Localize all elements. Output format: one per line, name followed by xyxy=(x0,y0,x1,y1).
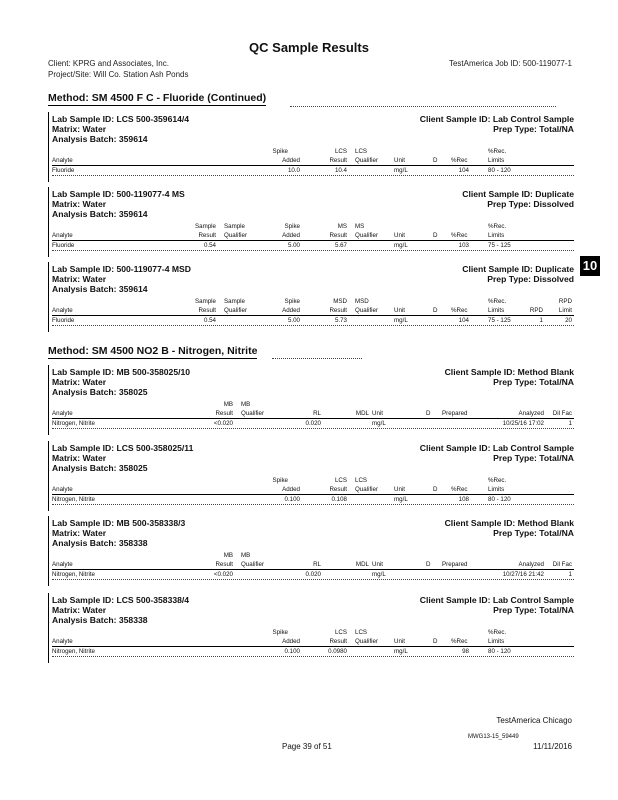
column-header: Prepared xyxy=(442,561,468,568)
result-cell: <0.020 xyxy=(213,571,233,578)
column-header: MB xyxy=(223,552,233,559)
column-header: RL xyxy=(313,410,321,417)
result-cell: 80 - 120 xyxy=(488,648,511,655)
result-cell: 5.73 xyxy=(334,317,347,324)
column-header: Unit xyxy=(372,410,384,417)
result-cell: 75 - 125 xyxy=(488,242,511,249)
column-header: Added xyxy=(282,638,300,645)
lab-sample-id: Lab Sample ID: 500-119077-4 MS xyxy=(52,189,185,199)
project-line: Project/Site: Will Co. Station Ash Ponds xyxy=(48,70,189,79)
column-header: Sample xyxy=(224,223,245,230)
column-header: MS xyxy=(337,223,347,230)
method-rule xyxy=(290,106,556,107)
column-header: Unit xyxy=(394,157,406,164)
prep-type: Prep Type: Dissolved xyxy=(487,274,574,284)
qc-sample-section xyxy=(48,516,574,588)
result-cell: 20 xyxy=(565,317,572,324)
client-sample-id: Client Sample ID: Method Blank xyxy=(444,367,574,377)
column-header: %Rec xyxy=(451,307,468,314)
row-rule xyxy=(52,325,574,326)
result-cell: mg/L xyxy=(372,420,386,427)
analysis-batch: Analysis Batch: 358338 xyxy=(52,538,148,548)
column-header: LCS xyxy=(355,148,368,155)
column-header: RL xyxy=(313,561,321,568)
row-rule xyxy=(52,175,574,176)
column-header: Result xyxy=(329,232,347,239)
column-header: %Rec. xyxy=(488,629,507,636)
result-cell: 1 xyxy=(539,317,543,324)
column-header: Limit xyxy=(558,307,572,314)
result-cell: mg/L xyxy=(372,571,386,578)
result-cell: 80 - 120 xyxy=(488,496,511,503)
matrix-label: Matrix: Water xyxy=(52,274,107,284)
column-header: Analyte xyxy=(52,307,73,314)
column-header: D xyxy=(433,157,438,164)
footer-lab: TestAmerica Chicago xyxy=(496,716,572,725)
result-cell: <0.020 xyxy=(213,420,233,427)
column-header: Analyte xyxy=(52,561,73,568)
result-cell: 0.0980 xyxy=(328,648,347,655)
column-header: Result xyxy=(329,157,347,164)
column-header: Sample xyxy=(195,298,216,305)
column-header: %Rec xyxy=(451,638,468,645)
result-cell: 0.020 xyxy=(305,420,321,427)
client-sample-id: Client Sample ID: Lab Control Sample xyxy=(419,443,574,453)
result-cell: 0.020 xyxy=(305,571,321,578)
header-rule xyxy=(52,240,574,241)
column-header: %Rec. xyxy=(488,223,507,230)
header-rule xyxy=(52,165,574,166)
section-border xyxy=(48,516,49,586)
qc-sample-section xyxy=(48,262,574,334)
qc-sample-section xyxy=(48,593,574,665)
lab-sample-id: Lab Sample ID: LCS 500-358025/11 xyxy=(52,443,194,453)
result-cell: Nitrogen, Nitrite xyxy=(52,420,95,427)
result-cell: mg/L xyxy=(394,648,408,655)
column-header: Unit xyxy=(394,232,406,239)
prep-type: Prep Type: Total/NA xyxy=(493,605,574,615)
result-cell: Fluoride xyxy=(52,242,75,249)
qc-sample-section xyxy=(48,441,574,513)
result-cell: 10/27/16 21:42 xyxy=(502,571,544,578)
column-header: %Rec. xyxy=(488,298,507,305)
row-rule xyxy=(52,579,574,580)
column-header: Spike xyxy=(284,223,300,230)
column-header: D xyxy=(426,410,431,417)
column-header: Analyzed xyxy=(518,410,544,417)
column-header: D xyxy=(433,486,438,493)
result-cell: 10/25/16 17:02 xyxy=(502,420,544,427)
result-cell: 10.0 xyxy=(287,167,300,174)
column-header: Added xyxy=(282,486,300,493)
result-cell: 0.54 xyxy=(203,242,216,249)
footer-stamp: MWG13-15_59449 xyxy=(468,734,519,740)
result-cell: Fluoride xyxy=(52,317,75,324)
analysis-batch: Analysis Batch: 359614 xyxy=(52,284,148,294)
prep-type: Prep Type: Dissolved xyxy=(487,199,574,209)
column-header: D xyxy=(433,232,438,239)
result-cell: 108 xyxy=(458,496,469,503)
client-sample-id: Client Sample ID: Method Blank xyxy=(444,518,574,528)
qc-sample-section xyxy=(48,365,574,437)
column-header: Spike xyxy=(272,477,288,484)
column-header: Result xyxy=(215,561,233,568)
result-cell: Fluoride xyxy=(52,167,75,174)
column-header: RPD xyxy=(558,298,572,305)
column-header: Result xyxy=(198,232,216,239)
header-rule xyxy=(52,646,574,647)
page-number: Page 39 of 51 xyxy=(282,742,332,751)
column-header: Qualifier xyxy=(224,307,248,314)
result-cell: 5.00 xyxy=(287,317,300,324)
result-cell: 104 xyxy=(458,167,469,174)
column-header: Result xyxy=(329,486,347,493)
column-header: MSD xyxy=(355,298,369,305)
section-border xyxy=(48,441,49,511)
matrix-label: Matrix: Water xyxy=(52,453,107,463)
column-header: Added xyxy=(282,307,300,314)
column-header: %Rec. xyxy=(488,148,507,155)
client-sample-id: Client Sample ID: Duplicate xyxy=(462,264,574,274)
method-heading-fluoride: Method: SM 4500 F C - Fluoride (Continued) xyxy=(48,92,267,104)
prep-type: Prep Type: Total/NA xyxy=(493,124,574,134)
column-header: LCS xyxy=(334,148,347,155)
column-header: Qualifier xyxy=(355,232,379,239)
column-header: D xyxy=(433,638,438,645)
section-border xyxy=(48,262,49,332)
lab-sample-id: Lab Sample ID: LCS 500-359614/4 xyxy=(52,114,190,124)
column-header: Analyte xyxy=(52,486,73,493)
result-cell: 1 xyxy=(568,571,572,578)
lab-sample-id: Lab Sample ID: 500-119077-4 MSD xyxy=(52,264,191,274)
page-title: QC Sample Results xyxy=(249,40,369,55)
column-header: Analyte xyxy=(52,410,73,417)
column-header: Sample xyxy=(224,298,245,305)
analysis-batch: Analysis Batch: 358025 xyxy=(52,463,148,473)
column-header: Sample xyxy=(195,223,216,230)
result-cell: 5.67 xyxy=(334,242,347,249)
column-header: MDL xyxy=(355,561,369,568)
row-rule xyxy=(52,428,574,429)
row-rule xyxy=(52,656,574,657)
column-header: Qualifier xyxy=(241,410,265,417)
column-header: LCS xyxy=(334,477,347,484)
column-header: Limits xyxy=(488,157,505,164)
client-line: Client: KPRG and Associates, Inc. xyxy=(48,59,169,68)
result-cell: Nitrogen, Nitrite xyxy=(52,571,95,578)
column-header: Dil Fac xyxy=(552,561,572,568)
prep-type: Prep Type: Total/NA xyxy=(493,377,574,387)
row-rule xyxy=(52,504,574,505)
column-header: Qualifier xyxy=(224,232,248,239)
column-header: %Rec xyxy=(451,486,468,493)
analysis-batch: Analysis Batch: 358338 xyxy=(52,615,148,625)
column-header: D xyxy=(426,561,431,568)
column-header: LCS xyxy=(355,477,368,484)
result-cell: mg/L xyxy=(394,167,408,174)
column-header: Unit xyxy=(372,561,384,568)
column-header: %Rec xyxy=(451,157,468,164)
result-cell: 103 xyxy=(458,242,469,249)
qc-sample-section xyxy=(48,112,574,184)
matrix-label: Matrix: Water xyxy=(52,605,107,615)
header-rule xyxy=(52,569,574,570)
column-header: Result xyxy=(329,638,347,645)
column-header: Analyte xyxy=(52,232,73,239)
column-header: Limits xyxy=(488,307,505,314)
column-header: MS xyxy=(355,223,365,230)
result-cell: 75 - 125 xyxy=(488,317,511,324)
result-cell: 1 xyxy=(568,420,572,427)
column-header: Limits xyxy=(488,232,505,239)
client-sample-id: Client Sample ID: Duplicate xyxy=(462,189,574,199)
footer-date: 11/11/2016 xyxy=(533,742,572,751)
column-header: Limits xyxy=(488,486,505,493)
client-sample-id: Client Sample ID: Lab Control Sample xyxy=(419,595,574,605)
section-border xyxy=(48,187,49,257)
result-cell: Nitrogen, Nitrite xyxy=(52,648,95,655)
result-cell: 0.54 xyxy=(203,317,216,324)
result-cell: Nitrogen, Nitrite xyxy=(52,496,95,503)
analysis-batch: Analysis Batch: 359614 xyxy=(52,209,148,219)
job-id: TestAmerica Job ID: 500-119077-1 xyxy=(448,59,572,68)
result-cell: 0.108 xyxy=(331,496,347,503)
column-header: Limits xyxy=(488,638,505,645)
column-header: Analyte xyxy=(52,157,73,164)
column-header: Unit xyxy=(394,638,406,645)
section-border xyxy=(48,112,49,182)
result-cell: 98 xyxy=(462,648,469,655)
lab-sample-id: Lab Sample ID: LCS 500-358338/4 xyxy=(52,595,190,605)
result-cell: 10.4 xyxy=(334,167,347,174)
column-header: Qualifier xyxy=(355,157,379,164)
result-cell: mg/L xyxy=(394,496,408,503)
column-header: Qualifier xyxy=(241,561,265,568)
column-header: Analyzed xyxy=(518,561,544,568)
result-cell: 5.00 xyxy=(287,242,300,249)
column-header: Added xyxy=(282,232,300,239)
matrix-label: Matrix: Water xyxy=(52,528,107,538)
result-cell: mg/L xyxy=(394,242,408,249)
analysis-batch: Analysis Batch: 359614 xyxy=(52,134,148,144)
column-header: LCS xyxy=(355,629,368,636)
result-cell: mg/L xyxy=(394,317,408,324)
column-header: Result xyxy=(198,307,216,314)
matrix-label: Matrix: Water xyxy=(52,124,107,134)
header-rule xyxy=(52,494,574,495)
column-header: Spike xyxy=(272,148,288,155)
column-header: Spike xyxy=(272,629,288,636)
section-border xyxy=(48,365,49,435)
column-header: Unit xyxy=(394,307,406,314)
column-header: MSD xyxy=(333,298,347,305)
matrix-label: Matrix: Water xyxy=(52,199,107,209)
result-cell: 80 - 120 xyxy=(488,167,511,174)
column-header: Result xyxy=(329,307,347,314)
matrix-label: Matrix: Water xyxy=(52,377,107,387)
header-rule xyxy=(52,315,574,316)
prep-type: Prep Type: Total/NA xyxy=(493,453,574,463)
column-header: Qualifier xyxy=(355,486,379,493)
result-cell: 104 xyxy=(458,317,469,324)
column-header: Added xyxy=(282,157,300,164)
column-header: Qualifier xyxy=(355,307,379,314)
qc-sample-section xyxy=(48,187,574,259)
row-rule xyxy=(52,250,574,251)
lab-sample-id: Lab Sample ID: MB 500-358338/3 xyxy=(52,518,186,528)
column-header: MDL xyxy=(355,410,369,417)
column-header: Result xyxy=(215,410,233,417)
column-header: Qualifier xyxy=(355,638,379,645)
lab-sample-id: Lab Sample ID: MB 500-358025/10 xyxy=(52,367,191,377)
method-heading-nitrite: Method: SM 4500 NO2 B - Nitrogen, Nitrite xyxy=(48,345,258,357)
column-header: Analyte xyxy=(52,638,73,645)
method-rule xyxy=(272,358,362,359)
result-cell: 0.100 xyxy=(284,648,300,655)
result-cell: 0.100 xyxy=(284,496,300,503)
column-header: Prepared xyxy=(442,410,468,417)
section-tab[interactable]: 10 xyxy=(580,256,600,276)
column-header: MB xyxy=(241,401,251,408)
column-header: %Rec. xyxy=(488,477,507,484)
column-header: %Rec xyxy=(451,232,468,239)
prep-type: Prep Type: Total/NA xyxy=(493,528,574,538)
column-header: MB xyxy=(241,552,251,559)
column-header: Dil Fac xyxy=(552,410,572,417)
column-header: MB xyxy=(223,401,233,408)
analysis-batch: Analysis Batch: 358025 xyxy=(52,387,148,397)
header-rule xyxy=(52,418,574,419)
client-sample-id: Client Sample ID: Lab Control Sample xyxy=(419,114,574,124)
column-header: LCS xyxy=(334,629,347,636)
column-header: Spike xyxy=(284,298,300,305)
column-header: D xyxy=(433,307,438,314)
column-header: RPD xyxy=(529,307,543,314)
section-border xyxy=(48,593,49,663)
column-header: Unit xyxy=(394,486,406,493)
